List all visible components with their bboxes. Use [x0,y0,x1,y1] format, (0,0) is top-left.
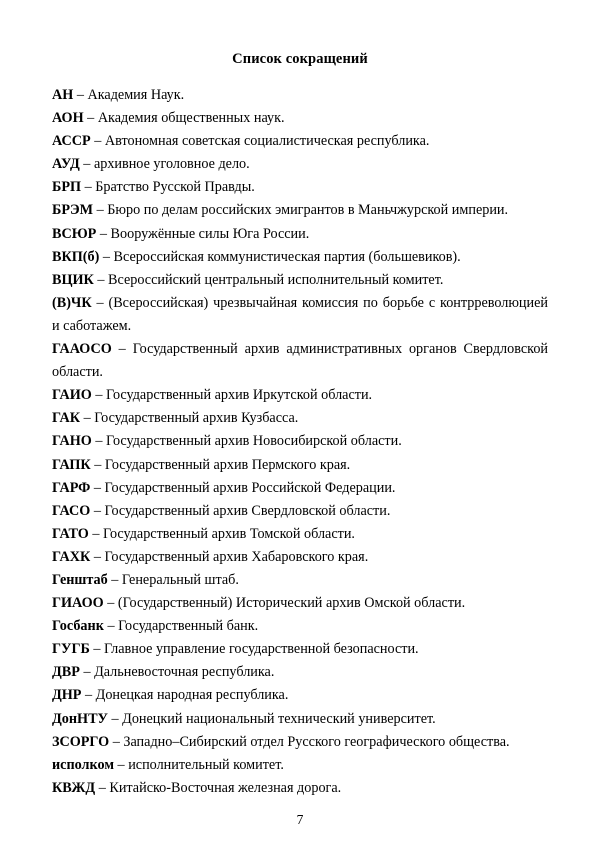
abbreviation-definition: Главное управление государственной безопасности. [104,641,419,658]
abbreviation-separator: – [91,433,106,450]
abbreviation-entry [52,153,548,176]
abbreviation-entry [52,223,548,246]
abbreviation-entry [52,500,548,523]
abbreviation-separator: – [79,664,95,681]
abbreviation-separator: – [90,502,105,519]
abbreviation-definition: Бюро по делам российских эмигрантов в Маньчжурской империи. [107,202,509,219]
abbreviation-definition: Государственный архив Томской области. [102,525,355,542]
abbreviation-entry [52,523,548,546]
abbreviation-term: ГАСО [52,502,91,519]
abbreviation-term: ДНР [52,687,82,704]
abbreviation-entry [52,246,548,269]
abbreviation-definition: (Всероссийская) чрезвычайная комиссия по борьбе с контрреволюцией и саботажем. [52,294,548,334]
abbreviation-definition: Донецкий национальный технический университет. [122,710,436,727]
abbreviation-separator: – [111,341,133,358]
page-number: 7 [296,812,304,827]
abbreviation-term: Госбанк [52,618,104,635]
abbreviation-definition: Вооружённые силы Юга России. [110,225,310,242]
abbreviation-separator: – [91,387,106,404]
abbreviation-term: АУД [52,156,80,173]
abbreviation-separator: – [95,779,110,796]
abbreviation-separator: – [90,133,105,150]
abbreviation-term: ЗСОРГО [52,733,110,750]
abbreviation-definition: исполнительный комитет. [128,756,284,773]
abbreviation-separator: – [90,479,105,496]
abbreviation-entry [52,407,548,430]
abbreviation-separator: – [107,710,123,727]
abbreviation-definition: Всероссийский центральный исполнительный комитет. [108,271,444,288]
abbreviation-term: ГАНО [52,433,92,450]
abbreviation-entry [52,176,548,199]
page-title: Список сокращений [232,51,368,67]
abbreviation-definition: Западно–Сибирский отдел Русского географического общества. [123,733,510,750]
abbreviation-definition: Академия общественных наук. [97,110,285,127]
abbreviation-separator: – [109,733,124,750]
abbreviation-definition: Донецкая народная республика. [95,687,289,704]
abbreviation-definition: Государственный архив Пермского края. [104,456,351,473]
abbreviation-separator: – [93,271,109,288]
abbreviation-term: АН [52,87,74,103]
abbreviation-entry [52,454,548,477]
abbreviation-definition: Генеральный штаб. [121,571,239,588]
abbreviation-entry [52,477,548,500]
abbreviation-entry [52,292,548,338]
abbreviation-entry [52,199,548,222]
abbreviation-separator: – [103,595,118,612]
abbreviation-definition: Государственный архив Свердловской области. [104,502,391,519]
abbreviation-separator: – [99,248,114,265]
abbreviation-term: ГАИО [52,387,92,404]
abbreviation-entry [52,708,548,731]
abbreviation-term: КВЖД [52,779,96,796]
abbreviation-separator: – [88,525,103,542]
abbreviation-separator: – [83,110,98,127]
abbreviation-entry [52,546,548,569]
abbreviation-term: ГУГБ [52,641,90,658]
abbreviation-separator: – [103,618,119,635]
abbreviation-term: ВКП(б) [52,248,100,265]
abbreviation-entry [52,107,548,130]
abbreviation-term: ГАПК [52,456,91,473]
abbreviation-entry [52,638,548,661]
abbreviation-definition: Государственный архив административных органов Свердловской области. [52,341,549,381]
abbreviation-entry [52,754,548,777]
abbreviation-definition: Государственный архив Иркутской области. [106,387,373,404]
abbreviation-term: АССР [52,133,91,150]
abbreviation-term: ГАК [52,410,81,427]
abbreviation-term: АОН [52,110,84,127]
abbreviation-separator: – [89,641,105,658]
abbreviation-term: ВСЮР [52,225,97,242]
abbreviation-entry [52,569,548,592]
abbreviation-definition: Всероссийская коммунистическая партия (большевиков). [113,248,461,265]
abbreviation-entry [52,684,548,707]
abbreviation-term: исполком [52,756,114,773]
abbreviation-definition: архивное уголовное дело. [93,156,250,173]
abbreviation-separator: – [81,687,96,704]
abbreviation-entry [52,615,548,638]
abbreviation-entry [52,269,548,292]
abbreviation-list [52,84,548,800]
abbreviation-entry [52,384,548,407]
abbreviation-separator: – [90,456,105,473]
abbreviation-term: ДонНТУ [52,710,108,727]
abbreviation-separator: – [79,156,94,173]
abbreviation-definition: Государственный архив Хабаровского края. [104,548,369,565]
abbreviation-separator: – [81,179,96,196]
abbreviation-entry [52,777,548,800]
abbreviation-entry [52,731,548,754]
abbreviation-term: ВЦИК [52,271,94,288]
abbreviation-separator: – [96,225,111,242]
abbreviation-term: (В)ЧК [52,294,92,311]
abbreviation-definition: Государственный архив Кузбасса. [94,410,299,427]
abbreviation-entry [52,84,548,107]
abbreviation-separator: – [91,294,109,311]
abbreviation-separator: – [114,756,129,773]
abbreviation-term: ГАТО [52,525,89,542]
abbreviation-separator: – [90,548,105,565]
abbreviation-separator: – [73,87,88,103]
abbreviation-entry [52,430,548,453]
abbreviation-term: ГИАОО [52,595,104,612]
abbreviation-definition: Дальневосточная республика. [94,664,275,681]
abbreviation-entry [52,661,548,684]
abbreviation-definition: Автономная советская социалистическая республика. [104,133,430,150]
abbreviation-term: БРЭМ [52,202,94,219]
abbreviation-definition: Государственный архив Новосибирской области. [106,433,402,450]
abbreviation-entry [52,338,548,384]
abbreviation-separator: – [93,202,108,219]
abbreviation-definition: Китайско-Восточная железная дорога. [109,779,342,796]
abbreviation-entry [52,130,548,153]
abbreviation-term: ГАРФ [52,479,91,496]
abbreviation-definition: Братство Русской Правды. [95,179,255,196]
abbreviation-definition: Государственный банк. [118,618,259,635]
abbreviation-definition: Академия Наук. [87,87,185,103]
abbreviation-term: ДВР [52,664,80,681]
abbreviation-definition: Государственный архив Российской Федерации. [104,479,396,496]
abbreviation-term: Генштаб [52,571,108,588]
abbreviation-term: БРП [52,179,82,196]
abbreviation-term: ГАХК [52,548,91,565]
abbreviation-term: ГААОСО [52,341,112,358]
abbreviation-separator: – [107,571,122,588]
abbreviation-definition: (Государственный) Исторический архив Омской области. [117,595,466,612]
abbreviation-entry [52,592,548,615]
abbreviation-separator: – [80,410,95,427]
